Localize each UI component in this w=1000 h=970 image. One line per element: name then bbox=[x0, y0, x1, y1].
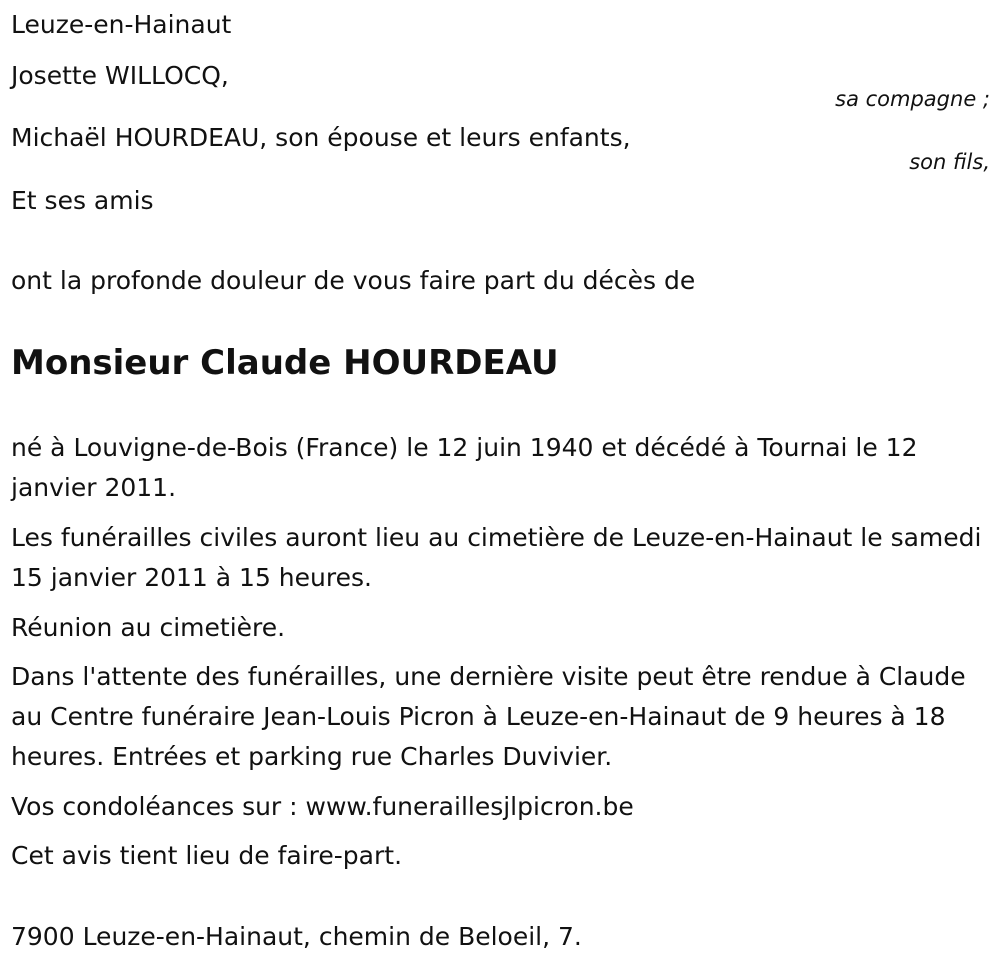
family-member-role: sa compagne ; bbox=[835, 87, 990, 111]
friends-line: Et ses amis bbox=[11, 186, 154, 215]
family-member-name: Michaël HOURDEAU, son épouse et leurs enfants, bbox=[11, 123, 631, 152]
announcement-line: ont la profonde douleur de vous faire part du décès de bbox=[11, 266, 696, 295]
city-heading: Leuze-en-Hainaut bbox=[11, 10, 232, 39]
notice-paragraph: Cet avis tient lieu de faire-part. bbox=[11, 841, 403, 870]
family-member-role: son fils, bbox=[909, 150, 990, 174]
meeting-paragraph: Réunion au cimetière. bbox=[11, 613, 286, 642]
address-line: 7900 Leuze-en-Hainaut, chemin de Beloeil, 7. bbox=[11, 922, 582, 951]
birth-death-paragraph: né à Louvigne-de-Bois (France) le 12 juin 1940 et décédé à Tournai le 12 janvier 2011. bbox=[11, 433, 918, 502]
family-member-name: Josette WILLOCQ, bbox=[11, 61, 229, 90]
deceased-name: Monsieur Claude HOURDEAU bbox=[11, 343, 559, 383]
visit-paragraph: Dans l'attente des funérailles, une dernière visite peut être rendue à Claude au Centre funéraire Jean-Louis Picron à Leuze-en-Hainaut de 9 heures à 18 heures. Entrées et parking rue Charles Duvivier. bbox=[11, 662, 966, 771]
funeral-paragraph: Les funérailles civiles auront lieu au cimetière de Leuze-en-Hainaut le samedi 15 janvier 2011 à 15 heures. bbox=[11, 523, 982, 592]
condolences-paragraph: Vos condoléances sur : www.funeraillesjlpicron.be bbox=[11, 792, 634, 821]
